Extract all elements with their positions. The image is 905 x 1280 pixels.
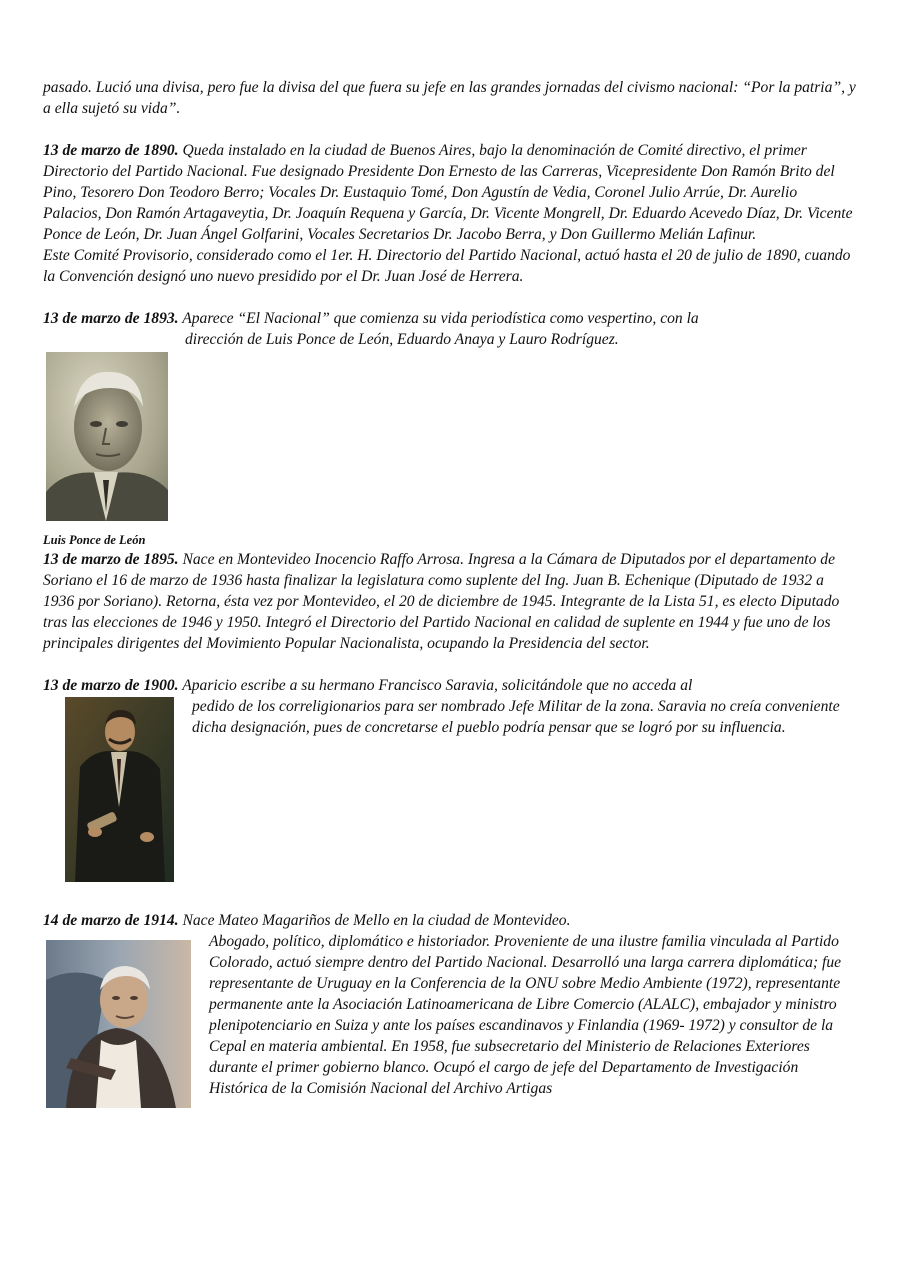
entry-text: Queda instalado en la ciudad de Buenos Aires, bajo la denominación de Comité directivo, el primer Directorio del Partido Nacional. Fue designado Presidente Don Ernesto de las Carreras, Vicepresidente Don Ramón Brito del Pino, Tesorero Don Teodoro Berro; Vocales Dr. Eustaquio Tomé, Don Agustín de Vedia, Coronel Julio Arrúe, Dr. Aurelio Palacios, Don Ramón Artagaveytia, Dr. Joaquín Requena y García, Dr. Vicente Mongrell, Dr. Eduardo Acevedo Díaz, Dr. Vicente Ponce de León, Dr. Juan Ángel Golfarini, Vocales Secretarios Dr. Jacobo Berra, y Don Guillermo Melián Lafinur. — [43, 142, 853, 243]
document-page — [43, 77, 858, 1120]
entry-date: 13 de marzo de 1900. — [43, 677, 179, 694]
entry-text: Nace Mateo Magariños de Mello en la ciudad de Montevideo. — [182, 912, 571, 929]
entry-first-line — [43, 308, 858, 329]
entry-1895 — [43, 549, 858, 654]
entry-first-line — [43, 910, 858, 931]
entry-date: 13 de marzo de 1893. — [43, 310, 179, 327]
photo-caption: Luis Ponce de León — [43, 533, 146, 547]
entry-date: 13 de marzo de 1890. — [43, 142, 179, 159]
entry-1890 — [43, 140, 858, 245]
portrait-painting-saravia — [65, 697, 174, 882]
entry-1890-continued: Este Comité Provisorio, considerado como el 1er. H. Directorio del Partido Nacional, actuó hasta el 20 de julio de 1890, cuando la Convención designó uno nuevo presidido por el Dr. Juan José de Herrera. — [43, 247, 851, 285]
entry-date: 13 de marzo de 1895. — [43, 551, 179, 568]
portrait-photo-magarinos-de-mello — [46, 940, 191, 1108]
entry-1900 — [43, 675, 858, 910]
intro-paragraph: pasado. Lució una divisa, pero fue la divisa del que fuera su jefe en las grandes jornadas del civismo nacional: “Por la patria”, y a ella sujetó su vida”. — [43, 79, 856, 117]
entry-text-rest: dirección de Luis Ponce de León, Eduardo Anaya y Lauro Rodríguez. — [185, 331, 619, 348]
entry-text: Aparicio escribe a su hermano Francisco Saravia, solicitándole que no acceda al — [182, 677, 693, 694]
portrait-photo-ponce-de-leon — [46, 352, 168, 521]
entry-text-rest: Abogado, político, diplomático e historiador. Proveniente de una ilustre familia vinculada al Partido Colorado, actuó siempre dentro del Partido Nacional. Desarrolló una larga carrera diplomática; fue representante de Uruguay en la Conferencia de la ONU sobre Medio Ambiente (1972), representante permanente ante la Asociación Latinoamericana de Libre Comercio (ALALC), embajador y ministro plenipotenciario en Suiza y ante los países escandinavos y Finlandia (1969- 1972) y consultor de la Cepal en materia ambiental. En 1958, fue subsecretario del Ministerio de Relaciones Exteriores durante el primer gobierno blanco. Ocupó el cargo de jefe del Departamento de Investigación Histórica de la Comisión Nacional del Archivo Artigas — [209, 933, 842, 1097]
entry-text: Aparece “El Nacional” que comienza su vida periodística como vespertino, con la — [182, 310, 699, 327]
entry-1914 — [43, 910, 858, 1120]
entry-text-rest: pedido de los correligionarios para ser nombrado Jefe Militar de la zona. Saravia no creía conveniente dicha designación, pues de concretarse el pueblo podría pensar que se logró por su influencia. — [192, 698, 840, 736]
entry-text: Nace en Montevideo Inocencio Raffo Arrosa. Ingresa a la Cámara de Diputados por el departamento de Soriano el 16 de marzo de 1936 hasta finalizar la legislatura como suplente del Ing. Juan B. Echenique (Diputado de 1932 a 1936 por Soriano). Retorna, ésta vez por Montevideo, el 20 de diciembre de 1945. Integrante de la Lista 51, es electo Diputado tras las elecciones de 1946 y 1950. Integró el Directorio del Partido Nacional en calidad de suplente en 1944 y fue uno de los principales dirigentes del Movimiento Popular Nacionalista, ocupando la Presidencia del sector. — [43, 551, 840, 652]
entry-date: 14 de marzo de 1914. — [43, 912, 179, 929]
entry-1893 — [43, 308, 858, 549]
entry-first-line — [43, 675, 858, 696]
